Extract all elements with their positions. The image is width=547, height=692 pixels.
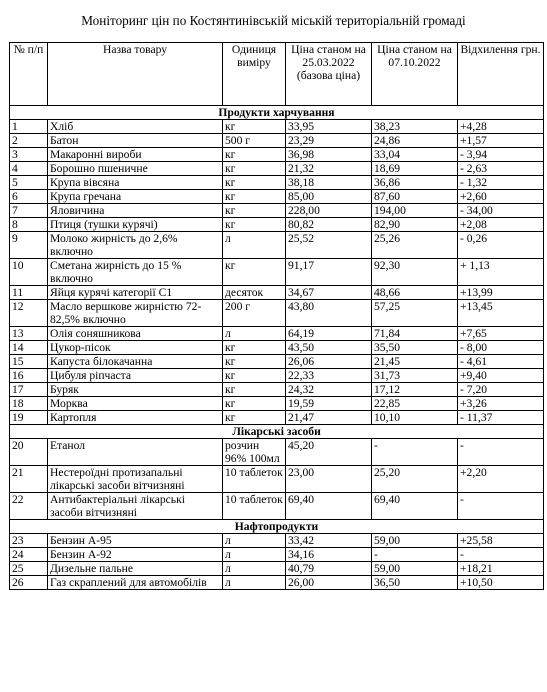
base-price-cell: 80,82 bbox=[286, 218, 372, 232]
table-row bbox=[10, 576, 544, 590]
deviation-cell: - 3,94 bbox=[458, 148, 544, 162]
table-row bbox=[10, 259, 544, 286]
current-price-cell: 35,50 bbox=[372, 341, 458, 355]
row-number-cell: 19 bbox=[10, 411, 48, 425]
table-row bbox=[10, 534, 544, 548]
row-number-cell: 9 bbox=[10, 232, 48, 259]
base-price-cell: 228,00 bbox=[286, 204, 372, 218]
table-row bbox=[10, 439, 544, 466]
table-row bbox=[10, 369, 544, 383]
deviation-cell: - 11,37 bbox=[458, 411, 544, 425]
base-price-cell: 34,67 bbox=[286, 286, 372, 300]
product-name-cell: Яловичина bbox=[48, 204, 223, 218]
row-number-cell: 20 bbox=[10, 439, 48, 466]
unit-cell: кг bbox=[223, 355, 286, 369]
product-name-cell: Антибактеріальні лікарські засоби вітчизняні bbox=[48, 493, 223, 520]
unit-cell: 10 таблеток bbox=[223, 493, 286, 520]
unit-cell: кг bbox=[223, 259, 286, 286]
row-number-cell: 17 bbox=[10, 383, 48, 397]
table-row bbox=[10, 300, 544, 327]
base-price-cell: 43,80 bbox=[286, 300, 372, 327]
table-row bbox=[10, 148, 544, 162]
deviation-cell: +9,40 bbox=[458, 369, 544, 383]
row-number-cell: 24 bbox=[10, 548, 48, 562]
table-row bbox=[10, 411, 544, 425]
unit-cell: кг bbox=[223, 176, 286, 190]
header-unit: Одиниця виміру bbox=[223, 43, 286, 106]
unit-cell: л bbox=[223, 327, 286, 341]
header-product: Назва товару bbox=[48, 43, 223, 106]
base-price-cell: 91,17 bbox=[286, 259, 372, 286]
unit-cell: кг bbox=[223, 190, 286, 204]
base-price-cell: 22,33 bbox=[286, 369, 372, 383]
deviation-cell: +7,65 bbox=[458, 327, 544, 341]
base-price-cell: 38,18 bbox=[286, 176, 372, 190]
current-price-cell: - bbox=[372, 439, 458, 466]
unit-cell: 10 таблеток bbox=[223, 466, 286, 493]
base-price-cell: 26,00 bbox=[286, 576, 372, 590]
current-price-cell: 71,84 bbox=[372, 327, 458, 341]
unit-cell: кг bbox=[223, 411, 286, 425]
header-number: № п/п bbox=[10, 43, 48, 106]
table-row bbox=[10, 190, 544, 204]
deviation-cell: - 34,00 bbox=[458, 204, 544, 218]
table-row bbox=[10, 355, 544, 369]
table-row bbox=[10, 232, 544, 259]
section-title: Лікарські засоби bbox=[10, 425, 544, 439]
table-row bbox=[10, 134, 544, 148]
row-number-cell: 25 bbox=[10, 562, 48, 576]
deviation-cell: - 7,20 bbox=[458, 383, 544, 397]
table-body bbox=[10, 106, 544, 590]
unit-cell: розчин 96% 100мл bbox=[223, 439, 286, 466]
row-number-cell: 14 bbox=[10, 341, 48, 355]
current-price-cell: - bbox=[372, 548, 458, 562]
current-price-cell: 18,69 bbox=[372, 162, 458, 176]
current-price-cell: 48,66 bbox=[372, 286, 458, 300]
table-row bbox=[10, 162, 544, 176]
table-row bbox=[10, 218, 544, 232]
base-price-cell: 23,29 bbox=[286, 134, 372, 148]
base-price-cell: 36,98 bbox=[286, 148, 372, 162]
unit-cell: л bbox=[223, 232, 286, 259]
deviation-cell: +13,99 bbox=[458, 286, 544, 300]
deviation-cell: - 8,00 bbox=[458, 341, 544, 355]
base-price-cell: 69,40 bbox=[286, 493, 372, 520]
table-row bbox=[10, 548, 544, 562]
deviation-cell: - 1,32 bbox=[458, 176, 544, 190]
table-row bbox=[10, 466, 544, 493]
table-row bbox=[10, 493, 544, 520]
product-name-cell: Сметана жирність до 15 % включно bbox=[48, 259, 223, 286]
unit-cell: кг bbox=[223, 341, 286, 355]
product-name-cell: Крупа вівсяна bbox=[48, 176, 223, 190]
current-price-cell: 59,00 bbox=[372, 534, 458, 548]
deviation-cell: +10,50 bbox=[458, 576, 544, 590]
row-number-cell: 8 bbox=[10, 218, 48, 232]
row-number-cell: 7 bbox=[10, 204, 48, 218]
table-row bbox=[10, 383, 544, 397]
current-price-cell: 57,25 bbox=[372, 300, 458, 327]
product-name-cell: Олія соняшникова bbox=[48, 327, 223, 341]
deviation-cell: - 0,26 bbox=[458, 232, 544, 259]
price-table bbox=[9, 42, 544, 590]
section-header-row bbox=[10, 106, 544, 120]
header-current-price: Ціна станом на 07.10.2022 bbox=[372, 43, 458, 106]
base-price-cell: 21,47 bbox=[286, 411, 372, 425]
current-price-cell: 36,86 bbox=[372, 176, 458, 190]
base-price-cell: 24,32 bbox=[286, 383, 372, 397]
deviation-cell: - bbox=[458, 439, 544, 466]
deviation-cell: - bbox=[458, 548, 544, 562]
row-number-cell: 4 bbox=[10, 162, 48, 176]
table-row bbox=[10, 286, 544, 300]
unit-cell: 500 г bbox=[223, 134, 286, 148]
unit-cell: кг bbox=[223, 204, 286, 218]
current-price-cell: 87,60 bbox=[372, 190, 458, 204]
row-number-cell: 1 bbox=[10, 120, 48, 134]
row-number-cell: 13 bbox=[10, 327, 48, 341]
base-price-cell: 43,50 bbox=[286, 341, 372, 355]
row-number-cell: 26 bbox=[10, 576, 48, 590]
row-number-cell: 10 bbox=[10, 259, 48, 286]
section-header-row bbox=[10, 520, 544, 534]
table-row bbox=[10, 397, 544, 411]
product-name-cell: Капуста білокачанна bbox=[48, 355, 223, 369]
product-name-cell: Бензин А-95 bbox=[48, 534, 223, 548]
document-title: Моніторинг цін по Костянтинівській міській територіальній громаді bbox=[81, 13, 466, 28]
product-name-cell: Етанол bbox=[48, 439, 223, 466]
product-name-cell: Буряк bbox=[48, 383, 223, 397]
base-price-cell: 25,52 bbox=[286, 232, 372, 259]
product-name-cell: Яйця курячі категорії С1 bbox=[48, 286, 223, 300]
deviation-cell: - 2,63 bbox=[458, 162, 544, 176]
unit-cell: кг bbox=[223, 120, 286, 134]
base-price-cell: 33,95 bbox=[286, 120, 372, 134]
current-price-cell: 92,30 bbox=[372, 259, 458, 286]
current-price-cell: 33,04 bbox=[372, 148, 458, 162]
row-number-cell: 23 bbox=[10, 534, 48, 548]
row-number-cell: 3 bbox=[10, 148, 48, 162]
current-price-cell: 24,86 bbox=[372, 134, 458, 148]
unit-cell: кг bbox=[223, 218, 286, 232]
deviation-cell: - bbox=[458, 493, 544, 520]
row-number-cell: 12 bbox=[10, 300, 48, 327]
product-name-cell: Птиця (тушки курячі) bbox=[48, 218, 223, 232]
product-name-cell: Нестероїдні протизапальні лікарські засоби вітчизняні bbox=[48, 466, 223, 493]
product-name-cell: Цибуля ріпчаста bbox=[48, 369, 223, 383]
deviation-cell: +4,28 bbox=[458, 120, 544, 134]
base-price-cell: 40,79 bbox=[286, 562, 372, 576]
product-name-cell: Цукор-пісок bbox=[48, 341, 223, 355]
unit-cell: л bbox=[223, 576, 286, 590]
section-title: Нафтопродукти bbox=[10, 520, 544, 534]
table-row bbox=[10, 120, 544, 134]
table-row bbox=[10, 341, 544, 355]
product-name-cell: Крупа гречана bbox=[48, 190, 223, 204]
product-name-cell: Бензин А-92 bbox=[48, 548, 223, 562]
current-price-cell: 25,20 bbox=[372, 466, 458, 493]
row-number-cell: 6 bbox=[10, 190, 48, 204]
deviation-cell: +2,08 bbox=[458, 218, 544, 232]
product-name-cell: Хліб bbox=[48, 120, 223, 134]
base-price-cell: 26,06 bbox=[286, 355, 372, 369]
unit-cell: кг bbox=[223, 397, 286, 411]
product-name-cell: Масло вершкове жирністю 72-82,5% включно bbox=[48, 300, 223, 327]
deviation-cell: +2,60 bbox=[458, 190, 544, 204]
current-price-cell: 194,00 bbox=[372, 204, 458, 218]
product-name-cell: Газ скраплений для автомобілів bbox=[48, 576, 223, 590]
product-name-cell: Макаронні вироби bbox=[48, 148, 223, 162]
deviation-cell: +13,45 bbox=[458, 300, 544, 327]
row-number-cell: 18 bbox=[10, 397, 48, 411]
unit-cell: кг bbox=[223, 383, 286, 397]
header-row bbox=[10, 43, 544, 106]
product-name-cell: Батон bbox=[48, 134, 223, 148]
deviation-cell: - 4,61 bbox=[458, 355, 544, 369]
row-number-cell: 22 bbox=[10, 493, 48, 520]
base-price-cell: 85,00 bbox=[286, 190, 372, 204]
row-number-cell: 21 bbox=[10, 466, 48, 493]
header-base-price: Ціна станом на 25.03.2022 (базова ціна) bbox=[286, 43, 372, 106]
base-price-cell: 33,42 bbox=[286, 534, 372, 548]
current-price-cell: 21,45 bbox=[372, 355, 458, 369]
unit-cell: 200 г bbox=[223, 300, 286, 327]
current-price-cell: 59,00 bbox=[372, 562, 458, 576]
current-price-cell: 10,10 bbox=[372, 411, 458, 425]
product-name-cell: Картопля bbox=[48, 411, 223, 425]
unit-cell: кг bbox=[223, 369, 286, 383]
unit-cell: л bbox=[223, 548, 286, 562]
header-deviation: Відхилення грн. bbox=[458, 43, 544, 106]
product-name-cell: Морква bbox=[48, 397, 223, 411]
base-price-cell: 45,20 bbox=[286, 439, 372, 466]
deviation-cell: +18,21 bbox=[458, 562, 544, 576]
deviation-cell: +1,57 bbox=[458, 134, 544, 148]
base-price-cell: 23,00 bbox=[286, 466, 372, 493]
unit-cell: десяток bbox=[223, 286, 286, 300]
row-number-cell: 2 bbox=[10, 134, 48, 148]
base-price-cell: 64,19 bbox=[286, 327, 372, 341]
deviation-cell: + 1,13 bbox=[458, 259, 544, 286]
product-name-cell: Борошно пшеничне bbox=[48, 162, 223, 176]
row-number-cell: 11 bbox=[10, 286, 48, 300]
table-row bbox=[10, 176, 544, 190]
current-price-cell: 69,40 bbox=[372, 493, 458, 520]
product-name-cell: Молоко жирність до 2,6% включно bbox=[48, 232, 223, 259]
base-price-cell: 21,32 bbox=[286, 162, 372, 176]
table-row bbox=[10, 327, 544, 341]
unit-cell: кг bbox=[223, 148, 286, 162]
base-price-cell: 34,16 bbox=[286, 548, 372, 562]
current-price-cell: 82,90 bbox=[372, 218, 458, 232]
current-price-cell: 17,12 bbox=[372, 383, 458, 397]
current-price-cell: 25,26 bbox=[372, 232, 458, 259]
unit-cell: л bbox=[223, 534, 286, 548]
deviation-cell: +3,26 bbox=[458, 397, 544, 411]
row-number-cell: 5 bbox=[10, 176, 48, 190]
section-title: Продукти харчування bbox=[10, 106, 544, 120]
base-price-cell: 19,59 bbox=[286, 397, 372, 411]
current-price-cell: 36,50 bbox=[372, 576, 458, 590]
unit-cell: л bbox=[223, 562, 286, 576]
row-number-cell: 15 bbox=[10, 355, 48, 369]
current-price-cell: 38,23 bbox=[372, 120, 458, 134]
product-name-cell: Дизельне пальне bbox=[48, 562, 223, 576]
current-price-cell: 22,85 bbox=[372, 397, 458, 411]
deviation-cell: +2,20 bbox=[458, 466, 544, 493]
deviation-cell: +25,58 bbox=[458, 534, 544, 548]
unit-cell: кг bbox=[223, 162, 286, 176]
table-row bbox=[10, 562, 544, 576]
table-row bbox=[10, 204, 544, 218]
section-header-row bbox=[10, 425, 544, 439]
current-price-cell: 31,73 bbox=[372, 369, 458, 383]
row-number-cell: 16 bbox=[10, 369, 48, 383]
